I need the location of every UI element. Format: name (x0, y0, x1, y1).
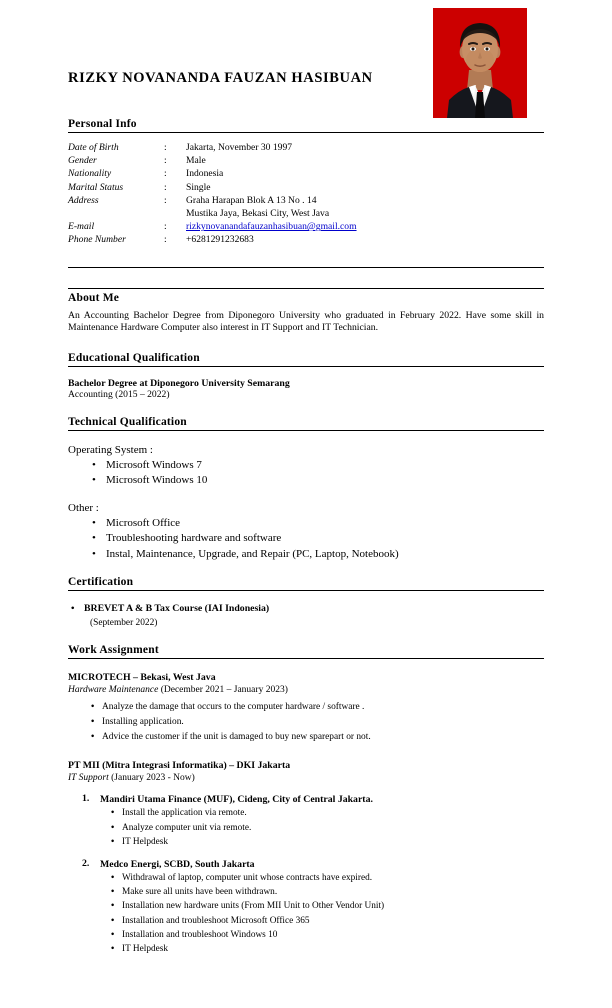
field-label: E-mail (68, 221, 95, 233)
technical-group (68, 443, 544, 489)
profile-photo-illustration (433, 8, 527, 118)
field-label: Address (68, 194, 99, 206)
work-period: (December 2021 – January 2023) (158, 685, 288, 696)
work-period: (January 2023 - Now) (108, 773, 195, 784)
section-heading-work: Work Assignment (68, 644, 544, 659)
list-item: • Make sure all units have been withdrawn. (122, 885, 544, 899)
section-education (68, 352, 544, 400)
field-value: Male (186, 155, 206, 167)
list-item: • Installing application. (102, 715, 544, 730)
field-value: Indonesia (186, 168, 224, 180)
work-role-line (68, 772, 544, 785)
personal-info-table (68, 141, 357, 247)
section-heading-certification: Certification (68, 576, 544, 591)
field-label: Phone Number (68, 234, 126, 246)
work-company: PT MII (Mitra Integrasi Informatika) – DKI Jakarta (68, 760, 291, 772)
work-assignment-list (68, 793, 544, 956)
education-major: Accounting (2015 – 2022) (68, 388, 170, 400)
list-item (100, 858, 544, 956)
list-item: • Microsoft Office (106, 516, 544, 532)
work-role: IT Support (68, 773, 109, 784)
table-row (68, 233, 357, 246)
work-bullet-list (68, 700, 544, 745)
education-degree: Bachelor Degree at Diponegoro University Semarang (68, 377, 290, 389)
section-personal-info (68, 118, 544, 268)
work-company: MICROTECH – Bekasi, West Java (68, 672, 216, 684)
work-entry (68, 671, 544, 745)
field-label (68, 207, 164, 220)
field-label: Nationality (68, 168, 112, 180)
field-label: Date of Birth (68, 142, 119, 153)
work-role: Hardware Maintenance (68, 685, 159, 696)
email-link[interactable]: rizkynovanandafauzanhasibuan@gmail.com (186, 221, 357, 233)
list-item: • Install the application via remote. (122, 806, 544, 820)
profile-photo (433, 8, 527, 118)
table-row (68, 207, 357, 220)
list-item: • IT Helpdesk (122, 942, 544, 956)
table-row (68, 220, 357, 233)
certification-entry (68, 602, 544, 630)
list-item: • Installation and troubleshoot Windows 10 (122, 928, 544, 942)
list-item: • Analyze computer unit via remote. (122, 821, 544, 835)
assignment-title: Medco Energi, SCBD, South Jakarta (100, 858, 255, 870)
list-item: • IT Helpdesk (122, 835, 544, 849)
field-colon: : (164, 155, 167, 167)
about-me-body: An Accounting Bachelor Degree from Diponegoro University who graduated in February 2022. Have some skill in Maintenance Hardware Computer also interest in IT Support and IT Technician. (68, 309, 544, 334)
list-item: • Installation and troubleshoot Microsoft Office 365 (122, 914, 544, 928)
field-value: +6281291232683 (186, 234, 254, 246)
section-heading-education: Educational Qualification (68, 352, 544, 367)
section-technical (68, 416, 544, 563)
work-role-line (68, 684, 544, 697)
field-value: Jakarta, November 30 1997 (186, 142, 293, 153)
field-colon: : (164, 194, 167, 206)
field-colon: : (164, 142, 167, 153)
table-row (68, 194, 357, 207)
list-item: • Troubleshooting hardware and software (106, 531, 544, 547)
technical-group-list (68, 458, 544, 489)
list-item: • Analyze the damage that occurs to the computer hardware / software . (102, 700, 544, 715)
resume-header (68, 0, 544, 118)
field-colon: : (164, 168, 167, 180)
list-item (100, 793, 544, 849)
list-item: • Microsoft Windows 10 (106, 473, 544, 489)
section-divider (68, 267, 544, 268)
technical-group-list (68, 516, 544, 563)
field-label: Gender (68, 155, 97, 167)
section-heading-about-me: About Me (68, 291, 120, 304)
field-colon: : (164, 181, 167, 193)
table-row (68, 181, 357, 194)
section-certification (68, 576, 544, 630)
assignment-bullet-list (100, 806, 544, 849)
technical-group-label: Other : (68, 501, 99, 514)
section-work-assignment (68, 644, 544, 956)
list-item: • Instal, Maintenance, Upgrade, and Repair (PC, Laptop, Notebook) (106, 547, 544, 563)
work-entry (68, 759, 544, 956)
field-colon: : (164, 234, 167, 246)
personal-info-table-wrap (68, 141, 544, 247)
field-value: Mustika Jaya, Bekasi City, West Java (186, 208, 330, 220)
field-label: Marital Status (68, 181, 124, 193)
technical-group-label: Operating System : (68, 443, 153, 456)
table-row (68, 154, 357, 167)
list-item: • Microsoft Windows 7 (106, 458, 544, 474)
section-heading-technical: Technical Qualification (68, 416, 544, 431)
list-item: • Advice the customer if the unit is damaged to buy new sparepart or not. (102, 730, 544, 745)
certification-date: (September 2022) (90, 618, 158, 629)
assignment-bullet-list (100, 871, 544, 956)
page-title: RIZKY NOVANANDA FAUZAN HASIBUAN (68, 70, 373, 86)
certification-name: • BREVET A & B Tax Course (IAI Indonesia) (68, 602, 544, 616)
section-about-me (68, 288, 544, 335)
table-row (68, 141, 357, 154)
spacer (68, 247, 544, 267)
list-item: • Installation new hardware units (From MII Unit to Other Vendor Unit) (122, 899, 544, 913)
field-colon (164, 207, 186, 220)
assignment-title: Mandiri Utama Finance (MUF), Cideng, City of Central Jakarta. (100, 794, 373, 806)
table-row (68, 167, 357, 180)
list-item: • Withdrawal of laptop, computer unit whose contracts have expired. (122, 871, 544, 885)
field-colon: : (164, 221, 167, 233)
field-value: Single (186, 181, 211, 193)
technical-group (68, 501, 544, 563)
section-heading-personal-info: Personal Info (68, 118, 544, 133)
field-value: Graha Harapan Blok A 13 No . 14 (186, 194, 317, 206)
